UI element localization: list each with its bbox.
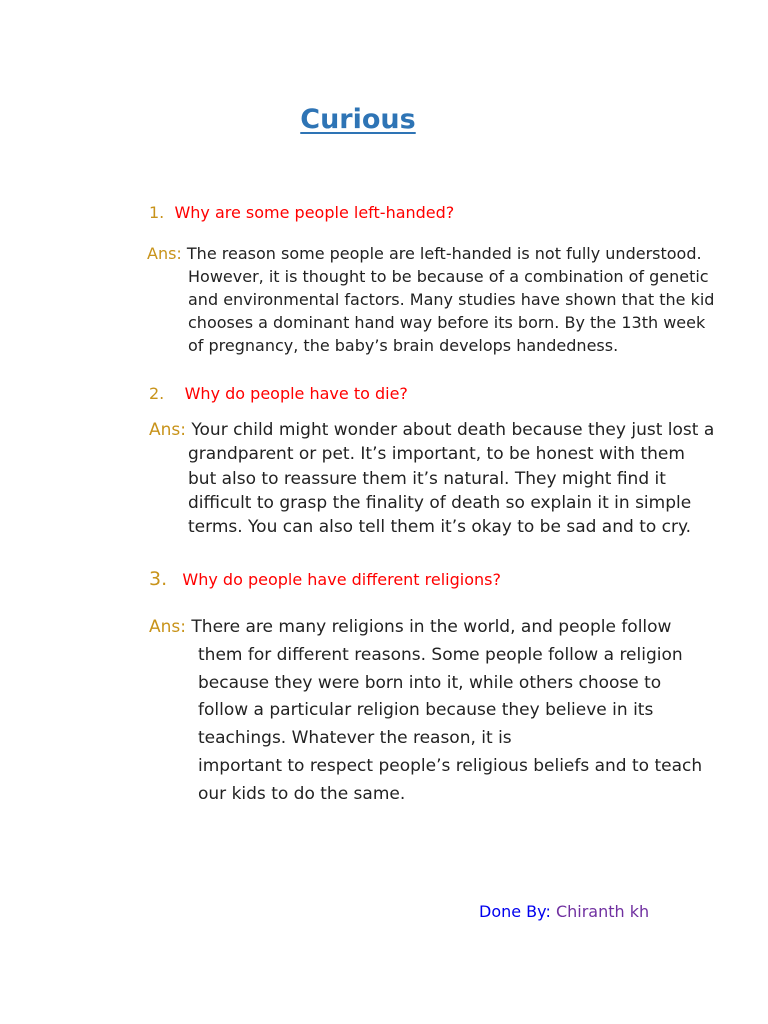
answer-1-line: However, it is thought to be because of a combination of genetic xyxy=(188,267,709,286)
answer-3-line: because they were born into it, while others choose to xyxy=(198,672,662,693)
question-1-text: Why are some people left-handed? xyxy=(174,203,455,222)
answer-2-line: terms. You can also tell them it’s okay to be sad and to cry. xyxy=(188,517,692,538)
answer-1-line: The reason some people are left-handed is not fully understood. xyxy=(186,244,702,263)
answer-2-label: Ans: xyxy=(149,420,186,440)
question-3 xyxy=(149,568,501,590)
answer-3-line: our kids to do the same. xyxy=(198,783,406,804)
answer-1-line: and environmental factors. Many studies have shown that the kid xyxy=(188,290,715,309)
answer-1-line: chooses a dominant hand way before its born. By the 13th week xyxy=(188,313,706,332)
answer-1-label: Ans: xyxy=(147,244,182,263)
answer-2-line: grandparent or pet. It’s important, to be honest with them xyxy=(188,444,685,465)
answer-2-line: Your child might wonder about death because they just lost a xyxy=(191,420,715,440)
answer-3-label: Ans: xyxy=(149,617,186,637)
author-name: Chiranth kh xyxy=(555,902,650,921)
question-3-text: Why do people have different religions? xyxy=(182,570,501,589)
answer-2 xyxy=(149,418,714,539)
answer-3 xyxy=(149,614,702,809)
answer-3-line: them for different reasons. Some people follow a religion xyxy=(198,644,683,665)
answer-3-line: follow a particular religion because they believe in its xyxy=(198,700,654,721)
answer-3-line: important to respect people’s religious beliefs and to teach xyxy=(198,755,703,776)
answer-2-line: but also to reassure them it’s natural. They might find it xyxy=(188,468,666,489)
question-3-number: 3. xyxy=(149,568,168,590)
question-2-text: Why do people have to die? xyxy=(184,384,408,403)
question-1 xyxy=(149,203,454,222)
answer-2-line: difficult to grasp the finality of death so explain it in simple xyxy=(188,492,692,513)
done-by-label: Done By: xyxy=(479,902,551,921)
page-title: Curious xyxy=(300,104,416,135)
answer-3-line: There are many religions in the world, and people follow xyxy=(191,617,672,637)
answer-3-line: teachings. Whatever the reason, it is xyxy=(198,728,512,749)
question-1-number: 1. xyxy=(149,203,165,222)
question-2 xyxy=(149,384,408,403)
question-2-number: 2. xyxy=(149,384,165,403)
answer-1-line: of pregnancy, the baby’s brain develops handedness. xyxy=(188,336,619,355)
done-by xyxy=(479,902,649,921)
answer-1 xyxy=(147,242,714,357)
